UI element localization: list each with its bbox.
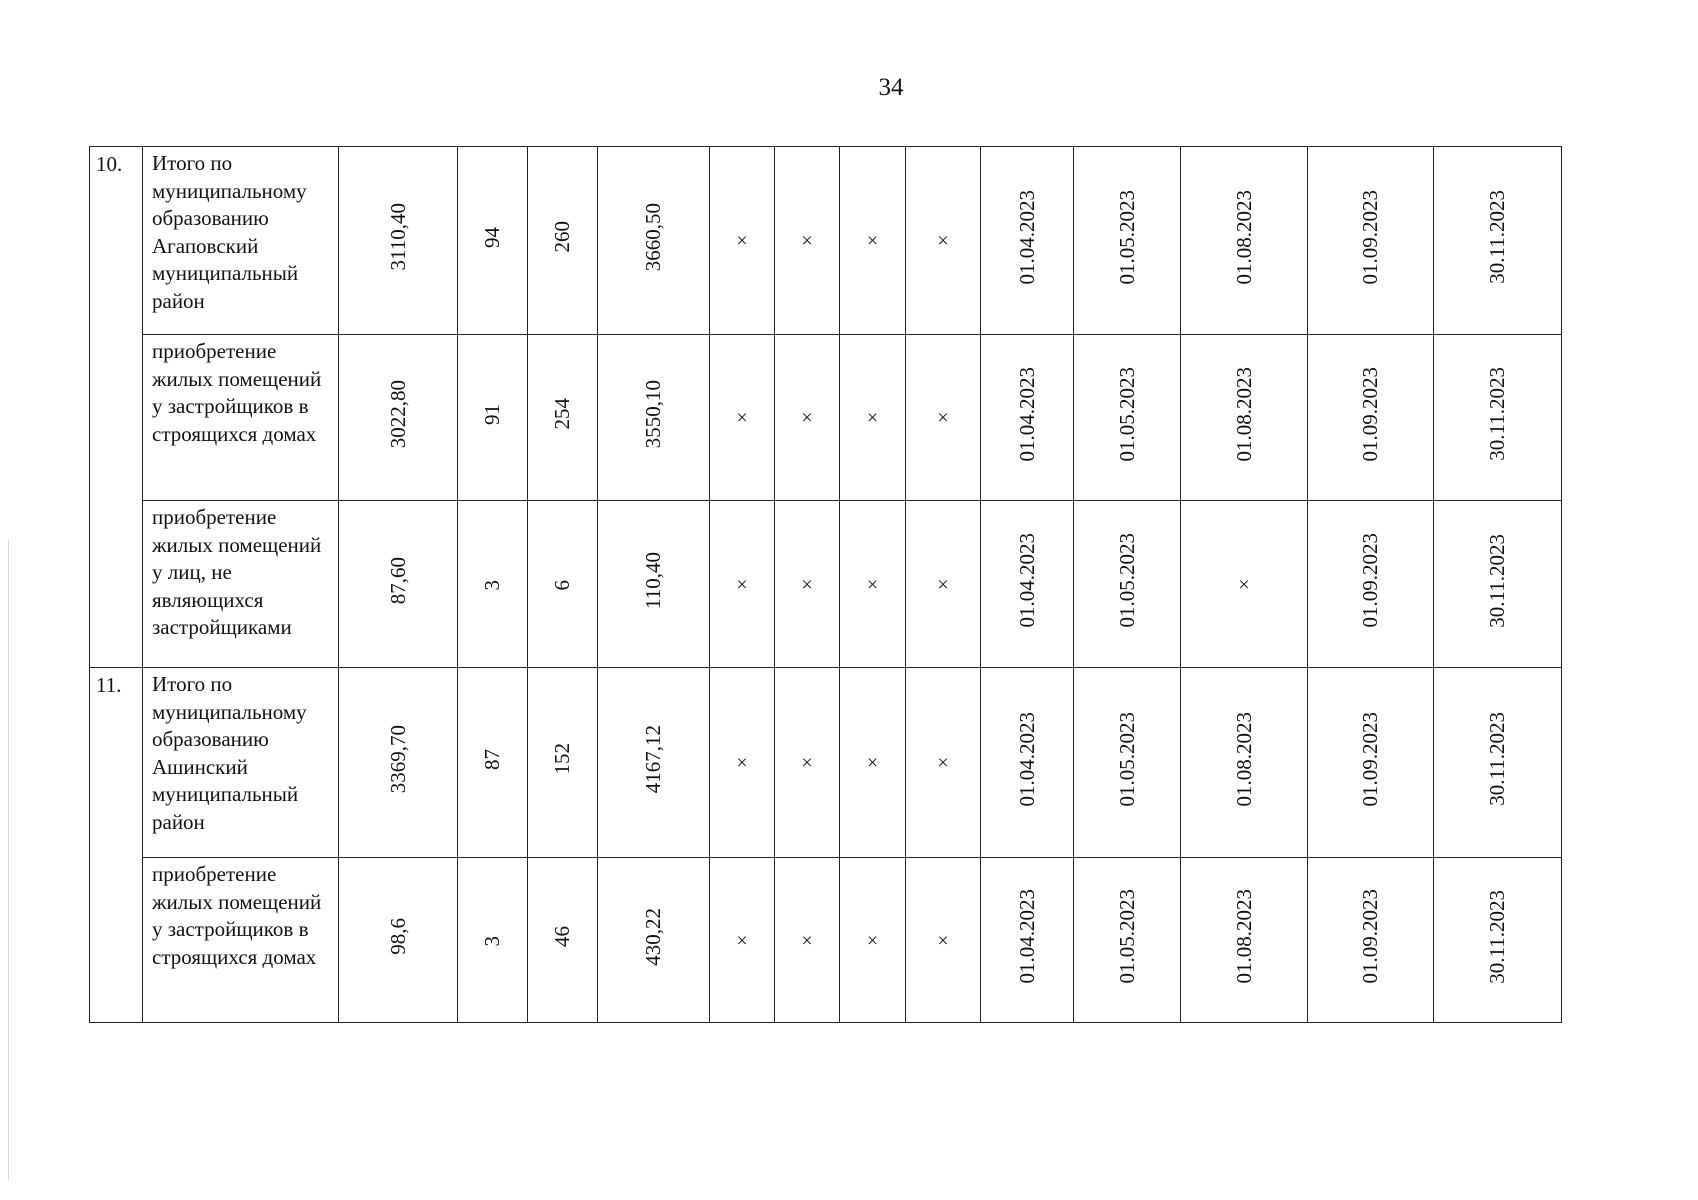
data-table [89, 146, 1562, 1023]
cell-total: 4167,12 [598, 668, 710, 858]
cell-count: 152 [528, 668, 598, 858]
cell-date: 01.04.2023 [981, 858, 1074, 1023]
cell-mark: × [775, 335, 840, 501]
cell-date: 01.08.2023 [1181, 335, 1308, 501]
cell-mark: × [906, 858, 981, 1023]
cell-date: 30.11.2023 [1434, 501, 1562, 668]
cell-date: 01.08.2023 [1181, 858, 1308, 1023]
scan-edge-mark [8, 540, 9, 1180]
cell-mark: × [710, 335, 775, 501]
cell-date: 30.11.2023 [1434, 335, 1562, 501]
cell-mark: × [906, 335, 981, 501]
cell-date: 30.11.2023 [1434, 147, 1562, 335]
cell-date: 01.08.2023 [1181, 668, 1308, 858]
cell-persons: 3 [458, 501, 528, 668]
cell-count: 46 [528, 858, 598, 1023]
row-name: Итого по муниципальному образованию Агаповский муниципальный район [143, 147, 339, 335]
cell-total: 3660,50 [598, 147, 710, 335]
table-row [90, 858, 1562, 1023]
cell-date: 01.04.2023 [981, 501, 1074, 668]
cell-mark: × [775, 858, 840, 1023]
cell-count: 260 [528, 147, 598, 335]
cell-persons: 91 [458, 335, 528, 501]
cell-mark: × [775, 147, 840, 335]
cell-persons: 94 [458, 147, 528, 335]
row-name: приобретение жилых помещений у застройщиков в строящихся домах [143, 335, 339, 501]
cell-date: 30.11.2023 [1434, 858, 1562, 1023]
cell-date: 01.05.2023 [1074, 858, 1181, 1023]
cell-persons: 3 [458, 858, 528, 1023]
row-number: 11. [90, 668, 143, 1023]
cell-date: 01.05.2023 [1074, 501, 1181, 668]
table-row [90, 335, 1562, 501]
cell-mark: × [775, 501, 840, 668]
row-name: Итого по муниципальному образованию Ашинский муниципальный район [143, 668, 339, 858]
cell-total: 110,40 [598, 501, 710, 668]
cell-date: 01.09.2023 [1308, 668, 1434, 858]
cell-mark: × [1181, 501, 1308, 668]
cell-date: 01.09.2023 [1308, 501, 1434, 668]
cell-date: 01.04.2023 [981, 147, 1074, 335]
cell-total: 3550,10 [598, 335, 710, 501]
cell-mark: × [840, 147, 906, 335]
cell-date: 01.05.2023 [1074, 668, 1181, 858]
cell-persons: 87 [458, 668, 528, 858]
cell-date: 01.05.2023 [1074, 147, 1181, 335]
cell-mark: × [840, 335, 906, 501]
cell-date: 30.11.2023 [1434, 668, 1562, 858]
row-name: приобретение жилых помещений у застройщиков в строящихся домах [143, 858, 339, 1023]
cell-date: 01.04.2023 [981, 335, 1074, 501]
cell-date: 01.08.2023 [1181, 147, 1308, 335]
table-row [90, 668, 1562, 858]
cell-total: 430,22 [598, 858, 710, 1023]
cell-area: 98,6 [339, 858, 458, 1023]
cell-date: 01.09.2023 [1308, 858, 1434, 1023]
cell-mark: × [840, 858, 906, 1023]
cell-mark: × [840, 501, 906, 668]
cell-mark: × [710, 147, 775, 335]
cell-date: 01.09.2023 [1308, 335, 1434, 501]
table-row [90, 501, 1562, 668]
row-number: 10. [90, 147, 143, 668]
cell-date: 01.05.2023 [1074, 335, 1181, 501]
cell-area: 3110,40 [339, 147, 458, 335]
cell-mark: × [840, 668, 906, 858]
table-row [90, 147, 1562, 335]
row-name: приобретение жилых помещений у лиц, не являющихся застройщиками [143, 501, 339, 668]
cell-area: 3369,70 [339, 668, 458, 858]
cell-mark: × [710, 668, 775, 858]
cell-mark: × [710, 858, 775, 1023]
cell-date: 01.09.2023 [1308, 147, 1434, 335]
cell-count: 254 [528, 335, 598, 501]
cell-mark: × [710, 501, 775, 668]
cell-area: 87,60 [339, 501, 458, 668]
cell-mark: × [775, 668, 840, 858]
cell-date: 01.04.2023 [981, 668, 1074, 858]
cell-area: 3022,80 [339, 335, 458, 501]
cell-mark: × [906, 668, 981, 858]
cell-mark: × [906, 501, 981, 668]
page-number: 34 [878, 74, 904, 101]
cell-mark: × [906, 147, 981, 335]
cell-count: 6 [528, 501, 598, 668]
